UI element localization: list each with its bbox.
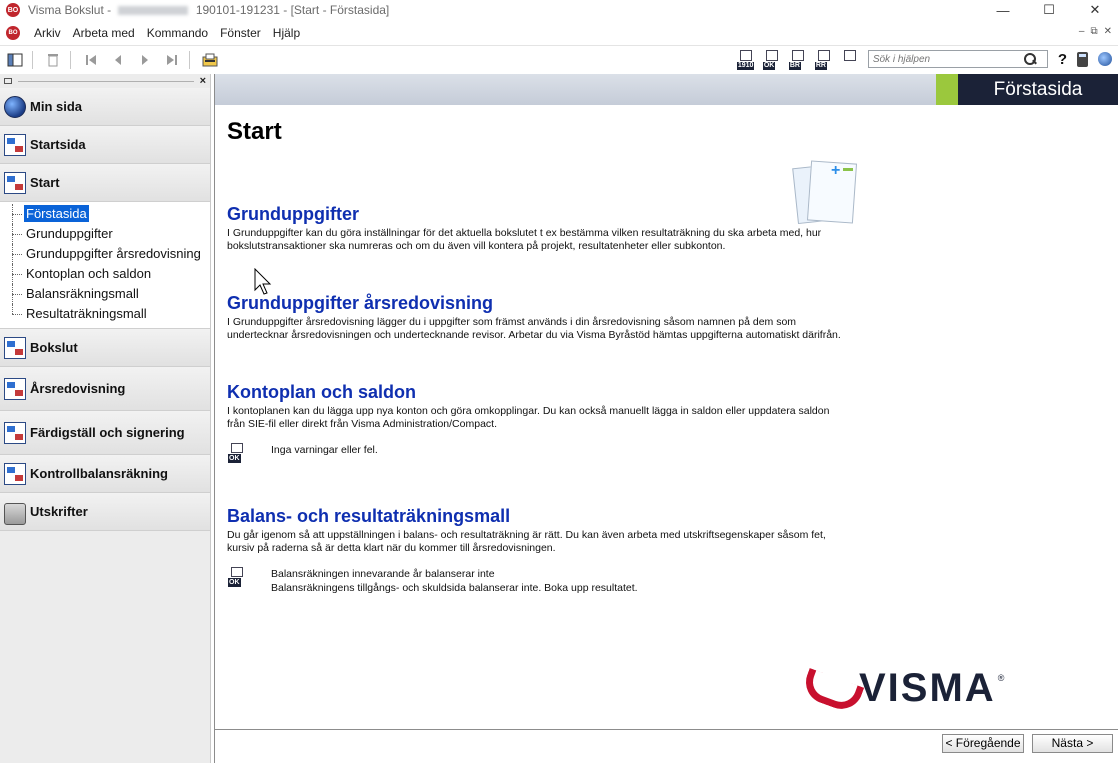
section-title[interactable]: Balans- och resultaträkningsmall bbox=[227, 506, 511, 526]
menu-arkiv[interactable]: Arkiv bbox=[34, 26, 61, 40]
layout-icon[interactable] bbox=[3, 49, 27, 71]
folder-print-icon[interactable] bbox=[198, 49, 222, 71]
nav-utskrifter[interactable] bbox=[0, 493, 210, 531]
logo-wordmark: VISMA bbox=[859, 666, 996, 710]
search-icon[interactable] bbox=[1023, 52, 1037, 66]
notice-line: Balansräkningen innevarande år balanserar inte bbox=[271, 568, 495, 580]
window-title-suffix: 190101-191231 - [Start - Förstasida] bbox=[195, 3, 390, 17]
mdi-controls bbox=[1079, 26, 1112, 37]
subnav-forstasida[interactable] bbox=[0, 204, 210, 224]
previous-record-icon[interactable] bbox=[106, 49, 130, 71]
subnav-label: Grunduppgifter årsredovisning bbox=[26, 246, 201, 261]
title-bar bbox=[0, 0, 1118, 20]
description-line: I kontoplanen kan du lägga upp nya konton och göra omkopplingar. Du kan också manuellt lägga in saldon eller uppdatera saldon bbox=[227, 405, 830, 417]
help-icon[interactable]: ? bbox=[1057, 50, 1067, 68]
toolbar-separator bbox=[70, 51, 71, 69]
page-header-band bbox=[215, 74, 1118, 105]
description-line: undertecknar årsredovisningen och undertecknande revisor. Arbetar du via Visma Byråstöd hämtas uppgifterna automatiskt därifrån. bbox=[227, 329, 841, 341]
subnav-grunduppgifter-arsredovisning[interactable] bbox=[0, 244, 210, 264]
page-content bbox=[227, 118, 1005, 710]
notice-messages bbox=[271, 443, 378, 457]
ok-check-icon[interactable]: OK bbox=[227, 567, 247, 587]
subnav-label: Grunduppgifter bbox=[26, 226, 113, 241]
panel-close-icon[interactable]: × bbox=[199, 75, 206, 87]
nav-label: Startsida bbox=[30, 137, 86, 152]
redacted-company-name bbox=[118, 6, 188, 15]
menu-fonster[interactable]: Fönster bbox=[220, 26, 261, 40]
ok-check-icon[interactable]: OK bbox=[227, 443, 247, 463]
last-record-icon[interactable] bbox=[160, 49, 184, 71]
main-pane bbox=[214, 74, 1118, 763]
printer-icon bbox=[4, 503, 26, 525]
nav-label: Bokslut bbox=[30, 340, 78, 355]
checklist-icon[interactable] bbox=[840, 48, 862, 70]
subnav-grunduppgifter[interactable] bbox=[0, 224, 210, 244]
navigation-panel bbox=[0, 74, 211, 763]
description-line: kursiv på raderna så är detta klart när du kommer till årsredovisningen. bbox=[227, 542, 556, 554]
sheet-icon bbox=[4, 172, 26, 194]
description-line: I Grunduppgifter årsredovisning lägger du i uppgifter som främst används i din årsredovisning såsom namnen på dem som bbox=[227, 316, 797, 328]
subnav-label: Balansräkningsmall bbox=[26, 286, 139, 301]
header-accent bbox=[936, 74, 958, 105]
mdi-close-button[interactable]: ✕ bbox=[1103, 26, 1112, 37]
nav-kontrollbalansrakning[interactable] bbox=[0, 455, 210, 493]
subnav-label: Kontoplan och saldon bbox=[26, 266, 152, 281]
app-logo-icon[interactable]: BO bbox=[6, 3, 20, 17]
mdi-minimize-button[interactable]: – bbox=[1078, 26, 1085, 37]
help-search bbox=[868, 50, 1048, 68]
toolbar-separator bbox=[189, 51, 190, 69]
kbr-icon bbox=[4, 463, 26, 485]
description-line: från SIE-fil eller direkt från Visma Administration/Compact. bbox=[227, 418, 497, 430]
menu-bar bbox=[0, 22, 1118, 44]
sheet-icon bbox=[4, 134, 26, 156]
globe-icon[interactable] bbox=[1098, 52, 1112, 66]
mdi-restore-button[interactable]: ⧉ bbox=[1090, 26, 1098, 37]
menu-arbeta-med[interactable]: Arbeta med bbox=[72, 26, 135, 40]
section-grunduppgifter bbox=[227, 204, 867, 253]
nav-label: Utskrifter bbox=[30, 504, 88, 519]
window-title-prefix: Visma Bokslut - bbox=[28, 3, 112, 17]
navigation-footer bbox=[215, 729, 1118, 763]
sheet-icon bbox=[4, 337, 26, 359]
start-submenu bbox=[0, 202, 210, 329]
maximize-button[interactable]: ☐ bbox=[1043, 2, 1055, 17]
nav-label: Färdigställ och signering bbox=[30, 425, 185, 440]
help-search-input[interactable] bbox=[873, 54, 1023, 65]
minimize-button[interactable]: — bbox=[996, 2, 1010, 18]
visma-swoosh-icon bbox=[801, 671, 853, 707]
panel-divider bbox=[18, 81, 194, 82]
section-grunduppgifter-arsredovisning bbox=[227, 293, 867, 342]
next-record-icon[interactable] bbox=[133, 49, 157, 71]
page-title: Start bbox=[227, 118, 282, 145]
menu-kommando[interactable]: Kommando bbox=[146, 26, 209, 40]
sheet-icon bbox=[4, 378, 26, 400]
calculator-icon[interactable] bbox=[1077, 52, 1088, 67]
section-description bbox=[227, 529, 867, 555]
status-notice bbox=[227, 567, 867, 595]
nav-bokslut[interactable] bbox=[0, 329, 210, 367]
description-line: I Grunduppgifter kan du göra inställningar för det aktuella bokslutet t ex bestämma vilken resultaträkning du ska arbeta med, hur bbox=[227, 227, 822, 239]
section-description bbox=[227, 227, 867, 253]
nav-start[interactable] bbox=[0, 164, 210, 202]
status-notice bbox=[227, 443, 867, 463]
first-record-icon[interactable] bbox=[79, 49, 103, 71]
subnav-kontoplan-och-saldon[interactable] bbox=[0, 264, 210, 284]
description-line: bokslutstransaktioner ska numreras och om du även vill kontera på projekt, resultatenheter eller subkonton. bbox=[227, 240, 726, 252]
system-menu-icon[interactable]: BO bbox=[6, 26, 20, 40]
registered-mark: ® bbox=[997, 672, 1005, 683]
header-page-title: Förstasida bbox=[958, 74, 1118, 105]
nav-label: Start bbox=[30, 175, 60, 190]
section-title[interactable]: Grunduppgifter årsredovisning bbox=[227, 293, 494, 313]
subnav-resultatrakningsmall[interactable] bbox=[0, 304, 210, 324]
nav-startsida[interactable] bbox=[0, 126, 210, 164]
section-description bbox=[227, 316, 867, 342]
nav-fardigstall-och-signering[interactable] bbox=[0, 411, 210, 455]
previous-button[interactable]: < Föregående bbox=[942, 734, 1024, 753]
section-balans-och-resultatrakningsmall bbox=[227, 506, 867, 595]
notice-line: Balansräkningens tillgångs- och skuldsida balanserar inte. Boka upp resultatet. bbox=[271, 582, 638, 594]
balance-report-icon[interactable]: BR bbox=[788, 48, 810, 70]
nav-label: Årsredovisning bbox=[30, 381, 126, 396]
panel-header bbox=[0, 74, 210, 88]
ok-check-icon[interactable]: OK bbox=[762, 48, 784, 70]
notice-line: Inga varningar eller fel. bbox=[271, 444, 378, 456]
nav-label: Kontrollbalansräkning bbox=[30, 466, 168, 481]
nav-arsredovisning[interactable] bbox=[0, 367, 210, 411]
nav-min-sida[interactable] bbox=[0, 88, 210, 126]
result-report-icon[interactable]: RR bbox=[814, 48, 836, 70]
toolbar bbox=[0, 45, 1118, 73]
mouse-pointer-icon bbox=[254, 268, 272, 296]
visma-logo bbox=[801, 666, 1004, 711]
section-title[interactable]: Grunduppgifter bbox=[227, 204, 359, 224]
menu-hjalp[interactable]: Hjälp bbox=[272, 26, 301, 40]
documents-illustration: + bbox=[795, 158, 865, 234]
account-1910-icon[interactable]: 1910 bbox=[736, 48, 758, 70]
nav-label: Min sida bbox=[30, 99, 83, 114]
next-button[interactable]: Nästa > bbox=[1032, 734, 1113, 753]
globe-icon bbox=[4, 96, 26, 118]
section-kontoplan-och-saldon bbox=[227, 382, 867, 463]
toolbar-separator bbox=[32, 51, 33, 69]
notice-messages bbox=[271, 567, 638, 595]
subnav-label: Förstasida bbox=[26, 206, 87, 221]
trash-icon[interactable] bbox=[41, 49, 65, 71]
toolbar-right-group bbox=[732, 48, 1112, 70]
description-line: Du går igenom så att uppställningen i balans- och resultaträkning är rätt. Du kan även arbeta med utskriftsegenskaper såsom fet, bbox=[227, 529, 826, 541]
close-button[interactable]: ✕ bbox=[1089, 2, 1101, 17]
window-controls bbox=[980, 0, 1118, 20]
signing-icon bbox=[4, 422, 26, 444]
subnav-label: Resultaträkningsmall bbox=[26, 306, 147, 321]
section-description bbox=[227, 405, 867, 431]
subnav-balansrakningsmall[interactable] bbox=[0, 284, 210, 304]
pin-icon[interactable] bbox=[4, 78, 12, 84]
section-title[interactable]: Kontoplan och saldon bbox=[227, 382, 416, 402]
window-title bbox=[28, 3, 389, 17]
